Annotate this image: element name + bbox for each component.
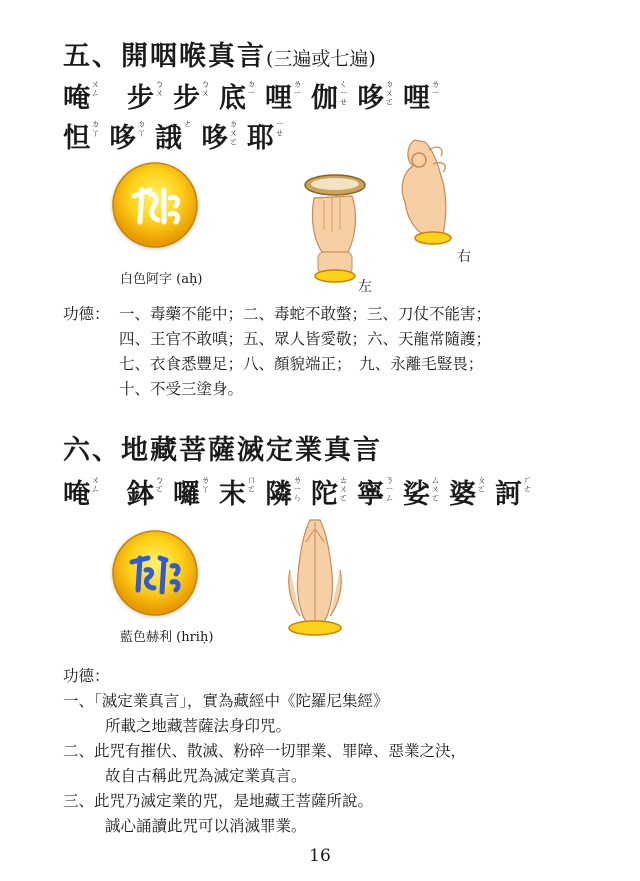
right-hand-mudra: [385, 130, 460, 255]
seed-syllable-hrih-badge: [110, 528, 200, 618]
mantra-syllable: [357, 472, 395, 511]
seed-caption-hrih: 藍色赫利 (hriḥ): [120, 630, 214, 645]
page-number: 16: [309, 846, 331, 866]
mantra-char: 哩: [265, 83, 292, 114]
mantra-char: 鉢: [127, 479, 154, 510]
mantra-syllable: [247, 116, 285, 155]
mantra-syllable: [403, 472, 441, 511]
mantra-char: 步: [127, 83, 154, 114]
mantra-char: 怛: [63, 123, 90, 154]
mantra-syllable: [311, 76, 349, 115]
zhuyin-annotation: ㄉㄚ: [137, 120, 147, 139]
right-hand-label: 右: [457, 249, 471, 265]
section6-title: 六、地藏菩薩滅定業真言: [63, 435, 382, 466]
left-hand-label: 左: [358, 279, 372, 295]
left-hand-bowl-mudra: [300, 170, 375, 285]
mantra-syllable: [201, 116, 239, 155]
merit-item-3-line-2: 誠心誦讀此咒可以消滅罪業。: [105, 817, 307, 835]
merit-item-1-line-1: 一、「滅定業真言」，實為藏經中《陀羅尼集經》: [63, 692, 389, 710]
mantra-syllable: [265, 76, 303, 115]
joined-palms-mudra: [270, 512, 360, 642]
merit-item-1-line-2: 所載之地藏菩薩法身印咒。: [105, 717, 292, 735]
zhuyin-annotation: ㄧㄝ: [275, 120, 285, 139]
zhuyin-annotation: ㄜ: [183, 120, 193, 130]
mantra-char: 囉: [173, 479, 200, 510]
merit-line: 一、毒藥不能中；二、毒蛇不敢螫；三、刀仗不能害；: [119, 305, 492, 323]
mantra-syllable: [311, 472, 349, 511]
mantra-char: 步: [173, 83, 200, 114]
zhuyin-annotation: ㄇㄛ: [247, 476, 257, 495]
mantra-syllable: [155, 116, 193, 155]
mantra-char: 隣: [265, 479, 292, 510]
mantra-syllable: [173, 472, 211, 511]
mantra-char: 底: [219, 83, 246, 114]
mantra-syllable: [63, 116, 101, 155]
mantra-syllable: [219, 76, 257, 115]
zhuyin-annotation: ㄏㄜ: [523, 476, 533, 495]
mantra-char: 寧: [357, 479, 384, 510]
zhuyin-annotation: ㄌㄧ: [293, 80, 303, 99]
mantra-char: 唵: [63, 83, 90, 114]
mantra-char: 唵: [63, 479, 90, 510]
merit-item-3-line-1: 三、此咒乃滅定業的咒，是地藏王菩薩所說。: [63, 792, 374, 810]
merit-label: 功德：: [63, 667, 110, 685]
mantra-char: 哆: [357, 83, 384, 114]
zhuyin-annotation: ㄑㄧㄝ: [339, 80, 349, 108]
merit-block-6: [63, 664, 466, 839]
zhuyin-annotation: ㄌㄚ: [201, 476, 211, 495]
repeat-note: (三遍或七遍): [266, 48, 376, 70]
mantra-syllable: [495, 472, 533, 511]
mantra-syllable: [63, 76, 101, 115]
section5-title: 五、開咽喉真言(三遍或七遍): [63, 41, 376, 72]
mantra-syllable: [403, 76, 441, 115]
seed-syllable-ah-badge: [110, 160, 200, 250]
mantra-syllable: [127, 76, 165, 115]
mantra-line-1: [63, 76, 449, 115]
merit-item-2-line-2: 故自古稱此咒為滅定業真言。: [105, 767, 307, 785]
zhuyin-annotation: ㄊㄨㄛ: [339, 476, 349, 504]
zhuyin-annotation: ㄌㄧ: [431, 80, 441, 99]
zhuyin-annotation: ㄨㄥ: [91, 476, 101, 495]
mantra-char: 哆: [201, 123, 228, 154]
mantra-syllable: [449, 472, 487, 511]
mantra-syllable: [173, 76, 211, 115]
mantra-char: 誐: [155, 123, 182, 154]
mantra-char: 末: [219, 479, 246, 510]
mantra-char: 陀: [311, 479, 338, 510]
zhuyin-annotation: ㄅㄛ: [155, 476, 165, 495]
mantra-char: 訶: [495, 479, 522, 510]
merit-line: 七、衣食悉豐足；八、顏貌端正； 九、永離毛豎畏；: [119, 355, 484, 373]
zhuyin-annotation: ㄉㄚ: [91, 120, 101, 139]
mantra-char: 婆: [449, 479, 476, 510]
zhuyin-annotation: ㄉㄧ: [247, 80, 257, 99]
zhuyin-annotation: ㄅㄨ: [201, 80, 211, 99]
mantra-syllable: [219, 472, 257, 511]
mantra-char: 哩: [403, 83, 430, 114]
mantra-char: 伽: [311, 83, 338, 114]
mantra-syllable: [109, 116, 147, 155]
mantra-char: 哆: [109, 123, 136, 154]
merit-line: 四、王官不敢嗔；五、眾人皆愛敬；六、天龍常隨護；: [119, 330, 492, 348]
zhuyin-annotation: ㄌㄧㄣ: [293, 476, 303, 504]
merit-line: 十、不受三塗身。: [119, 380, 244, 398]
mantra-char: 娑: [403, 479, 430, 510]
mantra-line-3: [63, 472, 541, 511]
zhuyin-annotation: ㄋㄧㄥ: [385, 476, 395, 504]
mantra-syllable: [63, 472, 101, 511]
mantra-char: 耶: [247, 123, 274, 154]
mantra-line-2: [63, 116, 293, 155]
zhuyin-annotation: ㄉㄨㄛ: [229, 120, 239, 148]
zhuyin-annotation: ㄅㄨ: [155, 80, 165, 99]
mantra-syllable: [127, 472, 165, 511]
zhuyin-annotation: ㄨㄥ: [91, 80, 101, 99]
merit-item-2-line-1: 二、此咒有摧伏、散滅、粉碎一切罪業、罪障、惡業之決，: [63, 742, 467, 760]
seed-caption-ah: 白色阿字 (aḥ): [120, 272, 203, 287]
merit-block-5: [63, 302, 491, 402]
mantra-syllable: [357, 76, 395, 115]
merit-label: 功德：: [63, 305, 110, 323]
zhuyin-annotation: ㄉㄨㄛ: [385, 80, 395, 108]
zhuyin-annotation: ㄙㄨㄛ: [431, 476, 441, 504]
zhuyin-annotation: ㄆㄛ: [477, 476, 487, 495]
mantra-syllable: [265, 472, 303, 511]
